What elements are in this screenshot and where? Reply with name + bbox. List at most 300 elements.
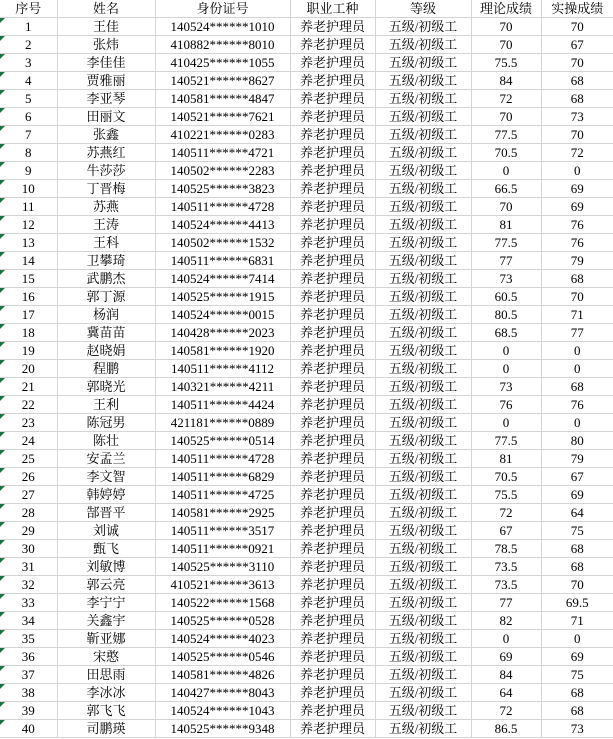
cell-index[interactable] [0,486,57,504]
cell-level[interactable] [375,630,471,648]
cell-theory_score[interactable] [471,234,541,252]
cell-occupation[interactable] [290,288,375,306]
cell-level[interactable] [375,36,471,54]
cell-level[interactable] [375,504,471,522]
cell-theory_score[interactable] [471,198,541,216]
cell-theory_score[interactable] [471,360,541,378]
cell-theory_score[interactable] [471,342,541,360]
cell-id_number[interactable] [155,486,290,504]
cell-occupation[interactable] [290,216,375,234]
cell-occupation[interactable] [290,468,375,486]
cell-practical_score[interactable] [541,414,613,432]
cell-name[interactable] [57,486,155,504]
cell-theory_score[interactable] [471,594,541,612]
cell-id_number[interactable] [155,324,290,342]
cell-theory_score[interactable] [471,540,541,558]
cell-occupation[interactable] [290,72,375,90]
cell-id_number[interactable] [155,702,290,720]
table-body [0,18,613,738]
cell-theory_score[interactable] [471,18,541,36]
cell-occupation[interactable] [290,36,375,54]
cell-text: 王涛 [92,217,119,232]
cell-index[interactable] [0,198,57,216]
cell-level[interactable] [375,450,471,468]
cell-id_number[interactable] [155,504,290,522]
cell-theory_score[interactable] [471,180,541,198]
cell-name[interactable] [57,378,155,396]
cell-occupation[interactable] [290,162,375,180]
cell-theory_score[interactable] [471,270,541,288]
cell-level[interactable] [375,198,471,216]
cell-name[interactable] [57,558,155,576]
cell-index[interactable] [0,414,57,432]
cell-theory_score[interactable] [471,252,541,270]
cell-practical_score[interactable] [541,720,613,738]
cell-level[interactable] [375,18,471,36]
cell-occupation[interactable] [290,252,375,270]
cell-id_number[interactable] [155,378,290,396]
cell-index[interactable] [0,702,57,720]
cell-name[interactable] [57,270,155,288]
cell-theory_score[interactable] [471,288,541,306]
cell-occupation[interactable] [290,144,375,162]
cell-level[interactable] [375,360,471,378]
cell-text: 140427******8043 [170,685,275,700]
header-cell-occupation[interactable]: 职业工种 [290,0,375,18]
cell-name[interactable] [57,522,155,540]
cell-id_number[interactable] [155,720,290,738]
cell-id_number[interactable] [155,180,290,198]
cell-occupation[interactable] [290,594,375,612]
cell-theory_score[interactable] [471,468,541,486]
header-cell-id_number[interactable]: 身份证号 [155,0,290,18]
cell-index[interactable] [0,234,57,252]
cell-index[interactable] [0,396,57,414]
cell-index[interactable] [0,54,57,72]
cell-id_number[interactable] [155,594,290,612]
cell-theory_score[interactable] [471,504,541,522]
cell-level[interactable] [375,666,471,684]
cell-practical_score[interactable] [541,468,613,486]
cell-name[interactable] [57,630,155,648]
cell-index[interactable] [0,324,57,342]
cell-practical_score[interactable] [541,126,613,144]
cell-practical_score[interactable] [541,576,613,594]
cell-theory_score[interactable] [471,576,541,594]
cell-level[interactable] [375,126,471,144]
cell-id_number[interactable] [155,360,290,378]
cell-id_number[interactable] [155,126,290,144]
cell-practical_score[interactable] [541,666,613,684]
cell-level[interactable] [375,612,471,630]
cell-level[interactable] [375,54,471,72]
cell-practical_score[interactable] [541,108,613,126]
cell-id_number[interactable] [155,432,290,450]
header-cell-index[interactable]: 序号 [0,0,57,18]
cell-index[interactable] [0,594,57,612]
cell-practical_score[interactable] [541,432,613,450]
cell-name[interactable] [57,234,155,252]
cell-level[interactable] [375,432,471,450]
cell-occupation[interactable] [290,342,375,360]
cell-theory_score[interactable] [471,630,541,648]
cell-id_number[interactable] [155,216,290,234]
cell-occupation[interactable] [290,54,375,72]
cell-occupation[interactable] [290,720,375,738]
cell-name[interactable] [57,702,155,720]
cell-occupation[interactable] [290,540,375,558]
header-cell-level[interactable]: 等级 [375,0,471,18]
cell-level[interactable] [375,720,471,738]
cell-error-triangle-icon [0,684,5,689]
cell-id_number[interactable] [155,198,290,216]
cell-name[interactable] [57,198,155,216]
cell-occupation[interactable] [290,522,375,540]
cell-theory_score[interactable] [471,702,541,720]
cell-occupation[interactable] [290,486,375,504]
cell-index[interactable] [0,432,57,450]
cell-occupation[interactable] [290,558,375,576]
cell-text: 68 [570,73,584,88]
cell-occupation[interactable] [290,396,375,414]
cell-index[interactable] [0,288,57,306]
cell-id_number[interactable] [155,684,290,702]
cell-id_number[interactable] [155,270,290,288]
cell-index[interactable] [0,216,57,234]
cell-id_number[interactable] [155,414,290,432]
cell-occupation[interactable] [290,450,375,468]
cell-practical_score[interactable] [541,684,613,702]
cell-level[interactable] [375,108,471,126]
cell-text: 73.5 [494,577,518,592]
cell-name[interactable] [57,504,155,522]
cell-name[interactable] [57,162,155,180]
cell-occupation[interactable] [290,126,375,144]
cell-name[interactable] [57,684,155,702]
cell-id_number[interactable] [155,630,290,648]
cell-practical_score[interactable] [541,72,613,90]
cell-index[interactable] [0,450,57,468]
cell-id_number[interactable] [155,90,290,108]
header-cell-name[interactable]: 姓名 [57,0,155,18]
cell-level[interactable] [375,684,471,702]
cell-occupation[interactable] [290,414,375,432]
cell-id_number[interactable] [155,234,290,252]
cell-theory_score[interactable] [471,486,541,504]
cell-theory_score[interactable] [471,54,541,72]
cell-name[interactable] [57,450,155,468]
cell-occupation[interactable] [290,666,375,684]
cell-index[interactable] [0,252,57,270]
cell-theory_score[interactable] [471,396,541,414]
cell-name[interactable] [57,36,155,54]
cell-occupation[interactable] [290,378,375,396]
cell-occupation[interactable] [290,612,375,630]
cell-id_number[interactable] [155,666,290,684]
cell-practical_score[interactable] [541,342,613,360]
cell-level[interactable] [375,216,471,234]
header-cell-practical_score[interactable]: 实操成绩 [541,0,613,18]
cell-index[interactable] [0,360,57,378]
cell-level[interactable] [375,162,471,180]
cell-name[interactable] [57,594,155,612]
cell-level[interactable] [375,648,471,666]
cell-level[interactable] [375,324,471,342]
cell-practical_score[interactable] [541,180,613,198]
cell-occupation[interactable] [290,90,375,108]
cell-id_number[interactable] [155,36,290,54]
cell-name[interactable] [57,306,155,324]
cell-occupation[interactable] [290,702,375,720]
cell-name[interactable] [57,216,155,234]
cell-level[interactable] [375,306,471,324]
cell-id_number[interactable] [155,612,290,630]
cell-id_number[interactable] [155,396,290,414]
cell-level[interactable] [375,288,471,306]
cell-practical_score[interactable] [541,612,613,630]
cell-theory_score[interactable] [471,558,541,576]
cell-occupation[interactable] [290,198,375,216]
cell-index[interactable] [0,468,57,486]
cell-index[interactable] [0,18,57,36]
cell-practical_score[interactable] [541,486,613,504]
cell-index[interactable] [0,648,57,666]
cell-practical_score[interactable] [541,378,613,396]
cell-index[interactable] [0,576,57,594]
cell-id_number[interactable] [155,342,290,360]
cell-text: 丁晋梅 [86,181,126,196]
cell-name[interactable] [57,396,155,414]
cell-index[interactable] [0,180,57,198]
cell-practical_score[interactable] [541,198,613,216]
cell-practical_score[interactable] [541,450,613,468]
cell-id_number[interactable] [155,144,290,162]
cell-name[interactable] [57,126,155,144]
cell-level[interactable] [375,342,471,360]
cell-practical_score[interactable] [541,234,613,252]
table-row [0,414,613,432]
cell-theory_score[interactable] [471,90,541,108]
cell-practical_score[interactable] [541,252,613,270]
cell-practical_score[interactable] [541,630,613,648]
cell-theory_score[interactable] [471,324,541,342]
cell-occupation[interactable] [290,648,375,666]
cell-id_number[interactable] [155,162,290,180]
cell-id_number[interactable] [155,648,290,666]
cell-id_number[interactable] [155,252,290,270]
cell-text: 140502******2283 [170,163,275,178]
cell-level[interactable] [375,414,471,432]
cell-name[interactable] [57,252,155,270]
cell-occupation[interactable] [290,18,375,36]
cell-index[interactable] [0,558,57,576]
cell-occupation[interactable] [290,108,375,126]
cell-index[interactable] [0,540,57,558]
cell-index[interactable] [0,666,57,684]
cell-level[interactable] [375,468,471,486]
cell-name[interactable] [57,108,155,126]
cell-name[interactable] [57,414,155,432]
cell-id_number[interactable] [155,306,290,324]
cell-text: 4 [25,73,32,88]
cell-practical_score[interactable] [541,18,613,36]
cell-index[interactable] [0,90,57,108]
cell-name[interactable] [57,666,155,684]
cell-practical_score[interactable] [541,396,613,414]
cell-theory_score[interactable] [471,648,541,666]
cell-theory_score[interactable] [471,612,541,630]
cell-level[interactable] [375,252,471,270]
cell-name[interactable] [57,468,155,486]
cell-practical_score[interactable] [541,540,613,558]
cell-level[interactable] [375,522,471,540]
cell-level[interactable] [375,540,471,558]
cell-level[interactable] [375,72,471,90]
cell-error-triangle-icon [0,126,5,131]
cell-name[interactable] [57,576,155,594]
cell-practical_score[interactable] [541,360,613,378]
cell-id_number[interactable] [155,540,290,558]
cell-id_number[interactable] [155,72,290,90]
cell-id_number[interactable] [155,522,290,540]
cell-name[interactable] [57,432,155,450]
cell-level[interactable] [375,378,471,396]
cell-theory_score[interactable] [471,414,541,432]
cell-theory_score[interactable] [471,432,541,450]
cell-occupation[interactable] [290,180,375,198]
cell-level[interactable] [375,234,471,252]
cell-level[interactable] [375,576,471,594]
cell-practical_score[interactable] [541,216,613,234]
cell-level[interactable] [375,702,471,720]
cell-id_number[interactable] [155,54,290,72]
cell-name[interactable] [57,612,155,630]
cell-name[interactable] [57,18,155,36]
cell-occupation[interactable] [290,630,375,648]
cell-name[interactable] [57,360,155,378]
cell-occupation[interactable] [290,504,375,522]
cell-level[interactable] [375,90,471,108]
cell-index[interactable] [0,72,57,90]
cell-theory_score[interactable] [471,306,541,324]
cell-level[interactable] [375,144,471,162]
cell-theory_score[interactable] [471,450,541,468]
cell-practical_score[interactable] [541,702,613,720]
cell-practical_score[interactable] [541,54,613,72]
cell-index[interactable] [0,684,57,702]
cell-practical_score[interactable] [541,522,613,540]
header-cell-theory_score[interactable]: 理论成绩 [471,0,541,18]
table-row [0,702,613,720]
cell-id_number[interactable] [155,576,290,594]
cell-occupation[interactable] [290,360,375,378]
cell-id_number[interactable] [155,18,290,36]
cell-name[interactable] [57,288,155,306]
cell-id_number[interactable] [155,288,290,306]
cell-index[interactable] [0,108,57,126]
cell-theory_score[interactable] [471,126,541,144]
cell-occupation[interactable] [290,324,375,342]
cell-occupation[interactable] [290,576,375,594]
cell-name[interactable] [57,342,155,360]
cell-id_number[interactable] [155,450,290,468]
cell-name[interactable] [57,90,155,108]
cell-theory_score[interactable] [471,216,541,234]
cell-index[interactable] [0,612,57,630]
cell-practical_score[interactable] [541,270,613,288]
cell-practical_score[interactable] [541,36,613,54]
cell-index[interactable] [0,342,57,360]
cell-index[interactable] [0,36,57,54]
cell-level[interactable] [375,594,471,612]
cell-practical_score[interactable] [541,648,613,666]
cell-name[interactable] [57,180,155,198]
cell-index[interactable] [0,126,57,144]
cell-level[interactable] [375,486,471,504]
cell-occupation[interactable] [290,684,375,702]
cell-id_number[interactable] [155,108,290,126]
cell-theory_score[interactable] [471,108,541,126]
cell-theory_score[interactable] [471,144,541,162]
cell-index[interactable] [0,720,57,738]
cell-practical_score[interactable] [541,324,613,342]
cell-practical_score[interactable] [541,558,613,576]
cell-name[interactable] [57,648,155,666]
cell-practical_score[interactable] [541,162,613,180]
cell-id_number[interactable] [155,558,290,576]
cell-name[interactable] [57,144,155,162]
cell-theory_score[interactable] [471,522,541,540]
cell-theory_score[interactable] [471,720,541,738]
cell-index[interactable] [0,504,57,522]
cell-occupation[interactable] [290,270,375,288]
cell-occupation[interactable] [290,234,375,252]
cell-practical_score[interactable] [541,144,613,162]
cell-theory_score[interactable] [471,72,541,90]
cell-index[interactable] [0,144,57,162]
cell-index[interactable] [0,162,57,180]
cell-theory_score[interactable] [471,684,541,702]
cell-text: 35 [21,631,35,646]
cell-name[interactable] [57,720,155,738]
cell-practical_score[interactable] [541,288,613,306]
cell-level[interactable] [375,396,471,414]
cell-name[interactable] [57,54,155,72]
cell-theory_score[interactable] [471,36,541,54]
cell-level[interactable] [375,270,471,288]
cell-name[interactable] [57,72,155,90]
cell-index[interactable] [0,270,57,288]
cell-index[interactable] [0,378,57,396]
cell-id_number[interactable] [155,468,290,486]
cell-level[interactable] [375,180,471,198]
cell-practical_score[interactable] [541,306,613,324]
cell-theory_score[interactable] [471,378,541,396]
cell-level[interactable] [375,558,471,576]
cell-name[interactable] [57,324,155,342]
cell-occupation[interactable] [290,432,375,450]
cell-index[interactable] [0,522,57,540]
cell-theory_score[interactable] [471,666,541,684]
cell-practical_score[interactable] [541,504,613,522]
cell-name[interactable] [57,540,155,558]
cell-occupation[interactable] [290,306,375,324]
cell-index[interactable] [0,630,57,648]
cell-practical_score[interactable] [541,90,613,108]
cell-index[interactable] [0,306,57,324]
cell-theory_score[interactable] [471,162,541,180]
cell-practical_score[interactable] [541,594,613,612]
